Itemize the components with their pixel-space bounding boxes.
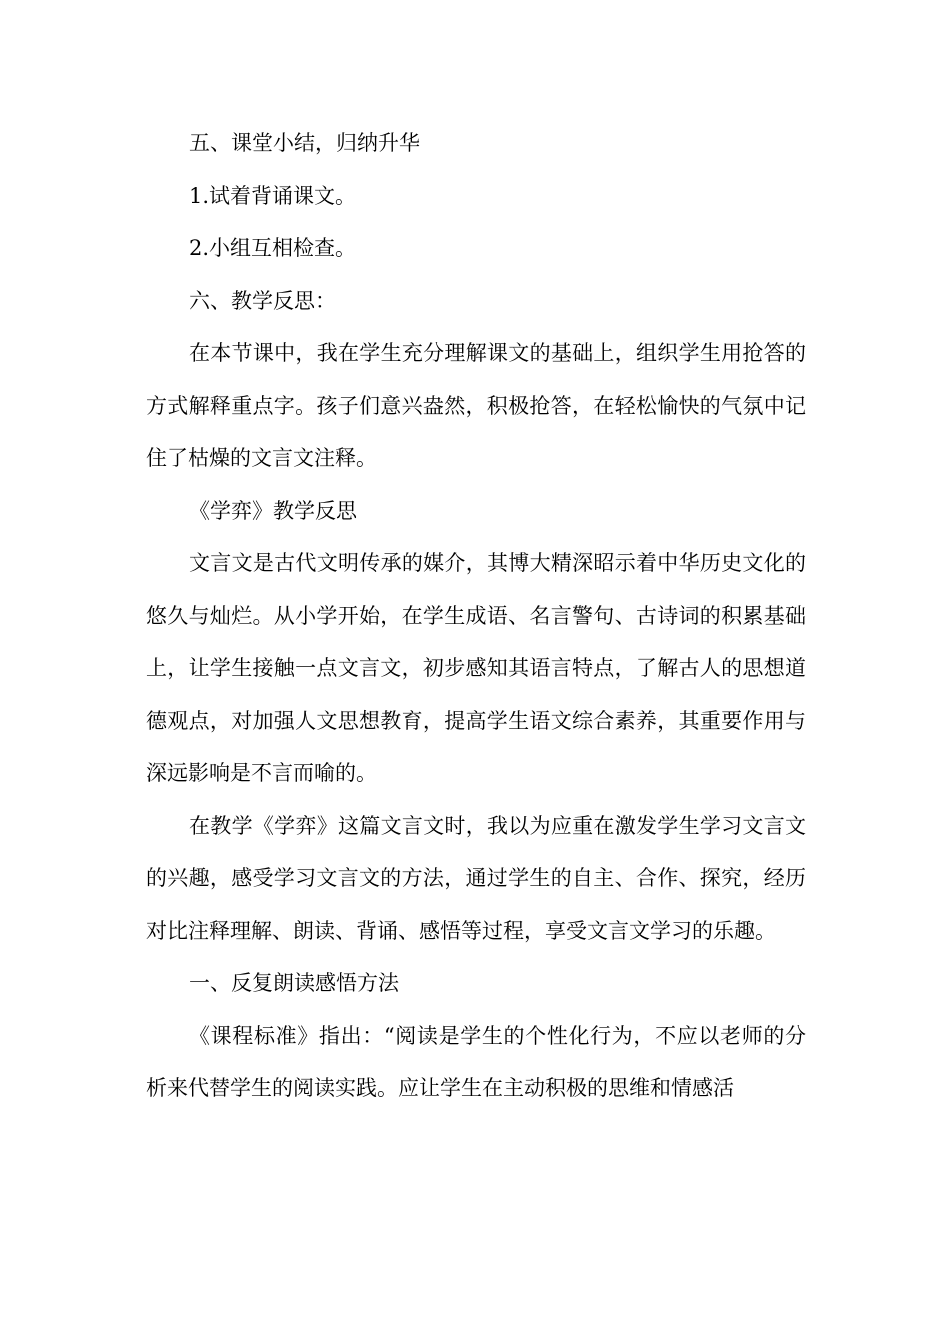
- paragraph-lesson-review: 在本节课中，我在学生充分理解课文的基础上，组织学生用抢答的方式解释重点字。孩子们意兴盎然，积极抢答，在轻松愉快的气氛中记住了枯燥的文言文注释。: [146, 341, 806, 470]
- list-item-group-check: 2.小组互相检查。: [189, 236, 357, 260]
- heading-repeated-reading: 一、反复朗读感悟方法: [189, 971, 399, 995]
- paragraph-teaching-approach: 在教学《学弈》这篇文言文时，我以为应重在激发学生学习文言文的兴趣，感受学习文言文的方法，通过学生的自主、合作、探究，经历对比注释理解、朗读、背诵、感悟等过程，享受文言文学习的乐趣。: [146, 813, 806, 943]
- paragraph-classical-chinese: 文言文是古代文明传承的媒介，其博大精深昭示着中华历史文化的悠久与灿烂。从小学开始，在学生成语、名言警句、古诗词的积累基础上，让学生接触一点文言文，初步感知其语言特点，了解古人的思想道德观点，对加强人文思想教育，提高学生语文综合素养，其重要作用与深远影响是不言而喻的。: [146, 551, 806, 785]
- list-item-recite: 1.试着背诵课文。: [189, 183, 357, 208]
- document-body: [146, 117, 806, 1115]
- heading-class-summary: 五、课堂小结，归纳升华: [189, 131, 420, 155]
- heading-xueyi-reflection: 《学弈》教学反思: [189, 498, 357, 523]
- paragraph-curriculum-standard: 《课程标准》指出：“阅读是学生的个性化行为，不应以老师的分析来代替学生的阅读实践。应让学生在主动积极的思维和情感活: [146, 1023, 806, 1100]
- heading-teaching-reflection: 六、教学反思：: [189, 288, 336, 313]
